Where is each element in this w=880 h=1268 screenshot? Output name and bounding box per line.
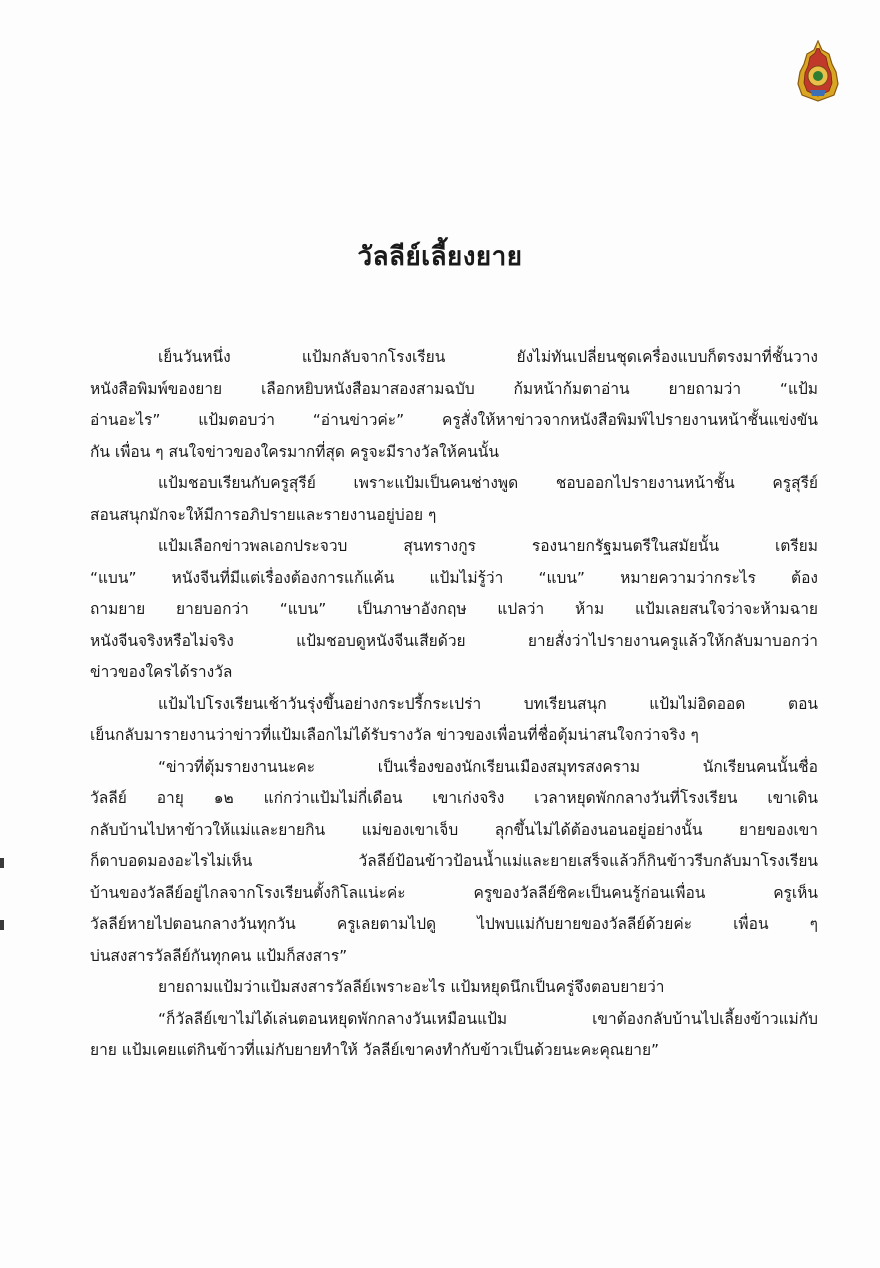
text-line: ถามยาย ยายบอกว่า “แบน” เป็นภาษาอังกฤษ แปลว่า ห้าม แป้มเลยสนใจว่าจะห้ามฉาย — [90, 600, 818, 618]
text-line: “ข่าวที่ตุ้มรายงานนะคะ เป็นเรื่องของนักเรียนเมืองสมุทรสงคราม นักเรียนคนนั้นชื่อ — [158, 757, 818, 776]
text-line: หนังสือพิมพ์ของยาย เลือกหยิบหนังสือมาสองสามฉบับ ก้มหน้าก้มตาอ่าน ยายถามว่า “แป้ม — [90, 379, 818, 398]
text-line: วัลลีย์ อายุ ๑๒ แก่กว่าแป้มไม่กี่เดือน เขาเก่งจริง เวลาหยุดพักกลางวันที่โรงเรียน เขาเดิน — [90, 789, 818, 807]
text-line: ยายถามแป้มว่าแป้มสงสารวัลลีย์เพราะอะไร แป้มหยุดนึกเป็นครู่จึงตอบยายว่า — [158, 978, 665, 996]
document-body — [90, 342, 818, 1067]
text-line: “ก็วัลลีย์เขาไม่ได้เล่นตอนหยุดพักกลางวันเหมือนแป้ม เขาต้องกลับบ้านไปเลี้ยงข้าวแม่กับ — [158, 1009, 818, 1028]
school-emblem-icon — [796, 40, 840, 102]
text-line: บ้านของวัลลีย์อยู่ไกลจากโรงเรียนตั้งกิโลแน่ะค่ะ ครูของวัลลีย์ซิคะเป็นคนรู้ก่อนเพื่อน ครูเห็น — [90, 883, 818, 902]
text-line: บ่นสงสารวัลลีย์กันทุกคน แป้มก็สงสาร” — [90, 946, 348, 965]
text-line: เย็นกลับมารายงานว่าข่าวที่แป้มเลือกไม่ได้รับรางวัล ข่าวของเพื่อนที่ชื่อตุ้มน่าสนใจกว่าจริง ๆ — [90, 726, 699, 744]
text-line: กัน เพื่อน ๆ สนใจข่าวของใครมากที่สุด ครูจะมีรางวัลให้คนนั้น — [90, 442, 499, 461]
text-line: หนังจีนจริงหรือไม่จริง แป้มชอบดูหนังจีนเสียด้วย ยายสั่งว่าไปรายงานครูแล้วให้กลับมาบอกว่า — [90, 631, 818, 650]
text-line: แป้มไปโรงเรียนเช้าวันรุ่งขึ้นอย่างกระปรี้กระเปร่า บทเรียนสนุก แป้มไม่อิดออด ตอน — [158, 694, 818, 713]
text-line: อ่านอะไร” แป้มตอบว่า “อ่านข่าวค่ะ” ครูสั่งให้หาข่าวจากหนังสือพิมพ์ไปรายงานหน้าชั้นแข่งขัน — [90, 411, 818, 429]
text-line: เย็นวันหนึ่ง แป้มกลับจากโรงเรียน ยังไม่ทันเปลี่ยนชุดเครื่องแบบก็ตรงมาที่ชั้นวาง — [158, 348, 818, 366]
text-line: ยาย แป้มเคยแต่กินข้าวที่แม่กับยายทำให้ วัลลีย์เขาคงทำกับข้าวเป็นด้วยนะคะคุณยาย” — [90, 1041, 660, 1059]
scan-edge-mark — [0, 858, 4, 868]
text-line: “แบน” หนังจีนที่มีแต่เรื่องต้องการแก้แค้น แป้มไม่รู้ว่า “แบน” หมายความว่ากระไร ต้อง — [90, 568, 818, 587]
text-line: กลับบ้านไปหาข้าวให้แม่และยายกิน แม่ของเขาเจ็บ ลุกขึ้นไม่ได้ต้องนอนอยู่อย่างนั้น ยายของเขา — [90, 820, 818, 839]
text-line: สอนสนุกมักจะให้มีการอภิปรายและรายงานอยู่บ่อย ๆ — [90, 505, 437, 524]
text-line: แป้มชอบเรียนกับครูสุรีย์ เพราะแป้มเป็นคนช่างพูด ชอบออกไปรายงานหน้าชั้น ครูสุรีย์ — [158, 474, 818, 492]
text-line: วัลลีย์หายไปตอนกลางวันทุกวัน ครูเลยตามไปดู ไปพบแม่กับยายของวัลลีย์ด้วยค่ะ เพื่อน ๆ — [90, 915, 818, 933]
text-line: ข่าวของใครได้รางวัล — [90, 663, 233, 681]
text-line: แป้มเลือกข่าวพลเอกประจวบ สุนทรางกูร รองนายกรัฐมนตรีในสมัยนั้น เตรียม — [158, 537, 818, 555]
text-line: ก็ตาบอดมองอะไรไม่เห็น วัลลีย์ป้อนข้าวป้อนน้ำแม่และยายเสร็จแล้วก็กินข้าวรีบกลับมาโรงเรียน — [90, 852, 818, 870]
document-title: วัลลีย์เลี้ยงยาย — [357, 242, 523, 272]
scan-edge-mark — [0, 920, 4, 930]
